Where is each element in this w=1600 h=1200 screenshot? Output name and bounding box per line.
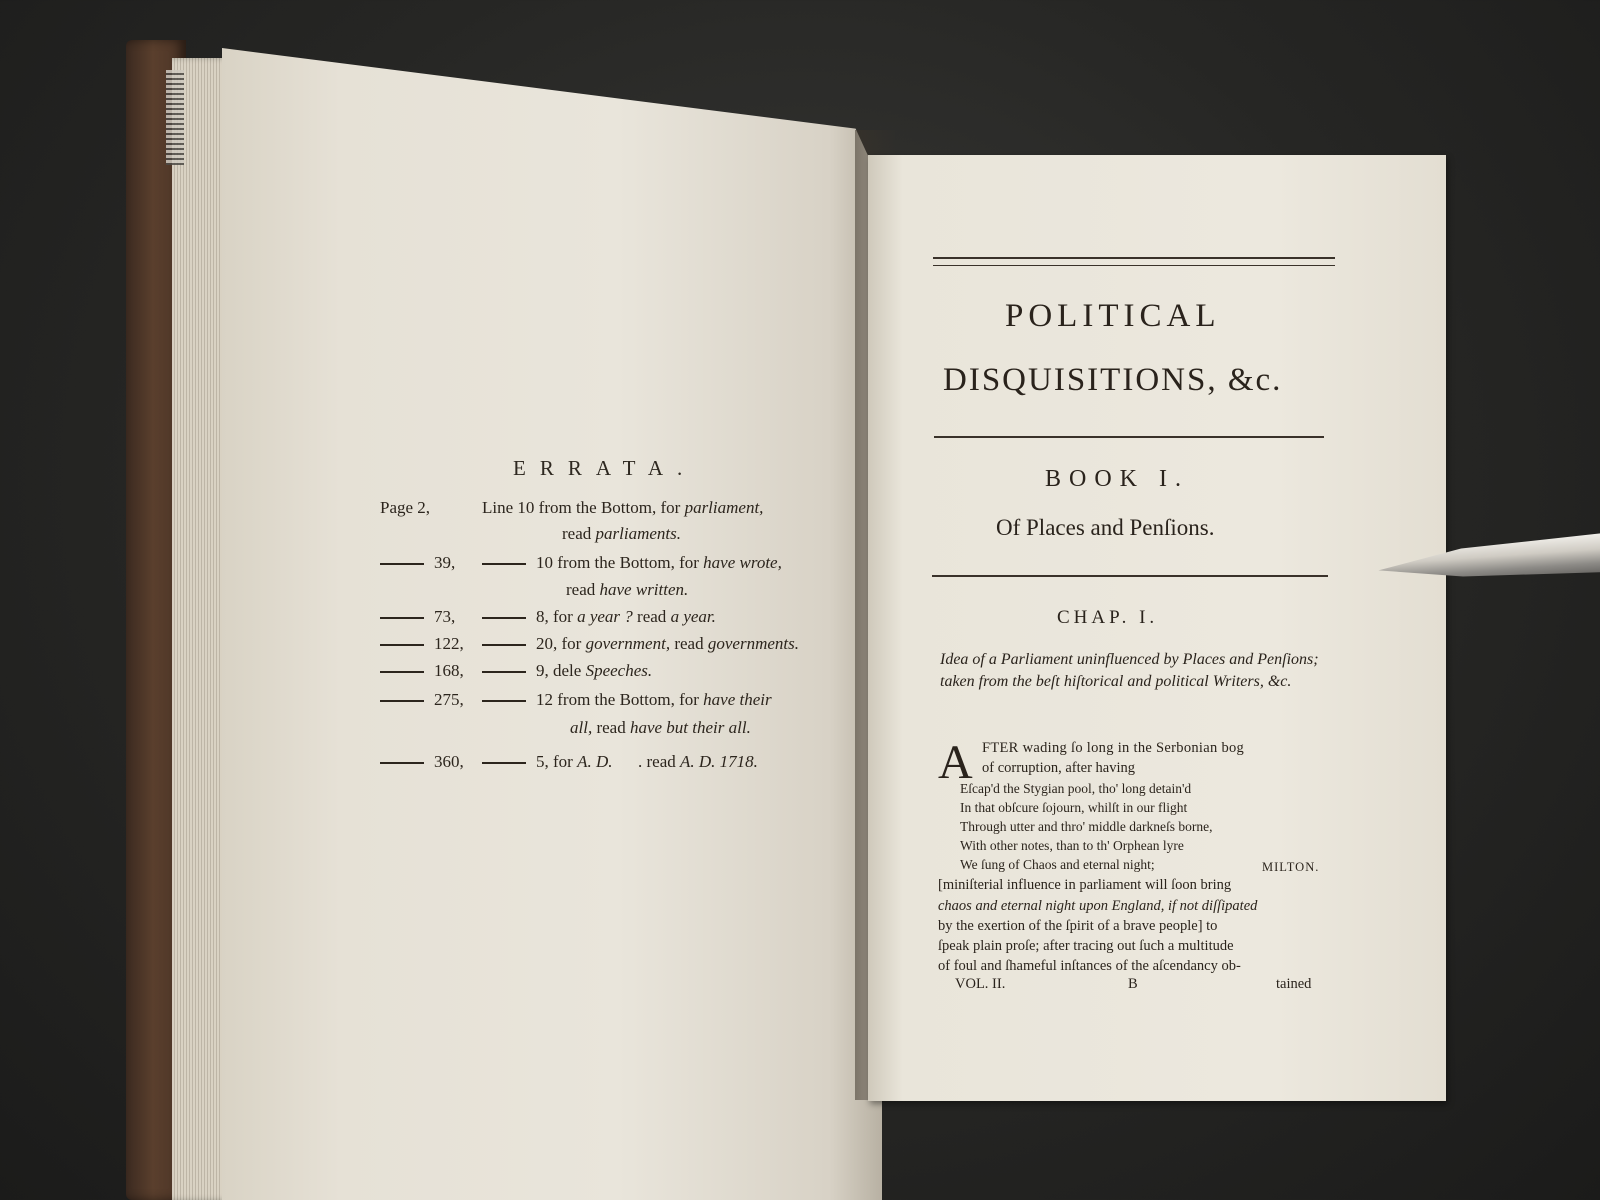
body-line: of corruption, after having [982,760,1136,776]
top-rule-thin [933,265,1335,266]
errata-row: Page 2, Line 10 from the Bottom, for parliament, [380,498,764,517]
ditto-dash [482,700,526,702]
ditto-dash [380,563,424,565]
ditto-dash [380,762,424,764]
book-subtitle: Of Places and Penſions. [996,515,1215,540]
ditto-dash [482,671,526,673]
body-line: FTER wading ſo long in the Serbonian bog [982,740,1245,756]
barcode-label [166,70,184,165]
errata-row-cont: read parliaments. [562,524,681,543]
errata-row: 360, 5, for A. D. . read A. D. 1718. [380,752,758,772]
book-heading: BOOK I. [1045,466,1189,492]
volume-signature: VOL. II. [955,976,1006,992]
title-line-2: DISQUISITIONS, &c. [943,362,1283,398]
errata-row-cont: all, read have but their all. [570,718,751,737]
milton-attribution: MILTON. [1262,860,1320,874]
errata-row-cont: read have written. [566,580,689,599]
ditto-dash [482,762,526,764]
catchword: tained [1276,976,1312,992]
top-rule [933,257,1335,259]
drop-cap: A [938,736,973,789]
body-line: Eſcap'd the Stygian pool, tho' long detain'd [960,781,1192,796]
chapter-description: Idea of a Parliament uninfluenced by Places and Penſions; taken from the beſt hiſtorical and political Writers, &c. [940,651,1319,690]
signature-mark: B [1128,976,1138,992]
ditto-dash [482,644,526,646]
body-line: ſpeak plain proſe; after tracing out ſuch a multitude [938,938,1234,954]
ditto-dash [380,671,424,673]
book-rule [932,575,1328,577]
ditto-dash [482,617,526,619]
body-line: We ſung of Chaos and eternal night; [960,857,1155,872]
ditto-dash [380,617,424,619]
body-line: of foul and ſhameful inſtances of the aſcendancy ob- [938,958,1241,974]
body-line: [miniſterial influence in parliament will ſoon bring [938,877,1232,893]
ditto-dash [380,700,424,702]
errata-row: 73, 8, for a year ? read a year. [380,607,716,627]
errata-heading: ERRATA. [513,456,697,480]
errata-row: 275, 12 from the Bottom, for have their [380,690,772,710]
ditto-dash [380,644,424,646]
title-line-1: POLITICAL [1005,298,1221,334]
errata-row: 39, 10 from the Bottom, for have wrote, [380,553,782,573]
body-line: With other notes, than to th' Orphean lyre [960,838,1184,853]
body-line: Through utter and thro' middle darkneſs borne, [960,819,1213,834]
ditto-dash [482,563,526,565]
title-rule [934,436,1324,438]
body-line: In that obſcure ſojourn, whilſt in our flight [960,800,1188,815]
body-line: chaos and eternal night upon England, if not diſſipated [938,898,1258,914]
errata-row: 122, 20, for government, read governments. [380,634,799,654]
body-line: by the exertion of the ſpirit of a brave people] to [938,918,1218,934]
errata-row: 168, 9, dele Speeches. [380,661,652,681]
chapter-heading: CHAP. I. [1057,607,1159,628]
